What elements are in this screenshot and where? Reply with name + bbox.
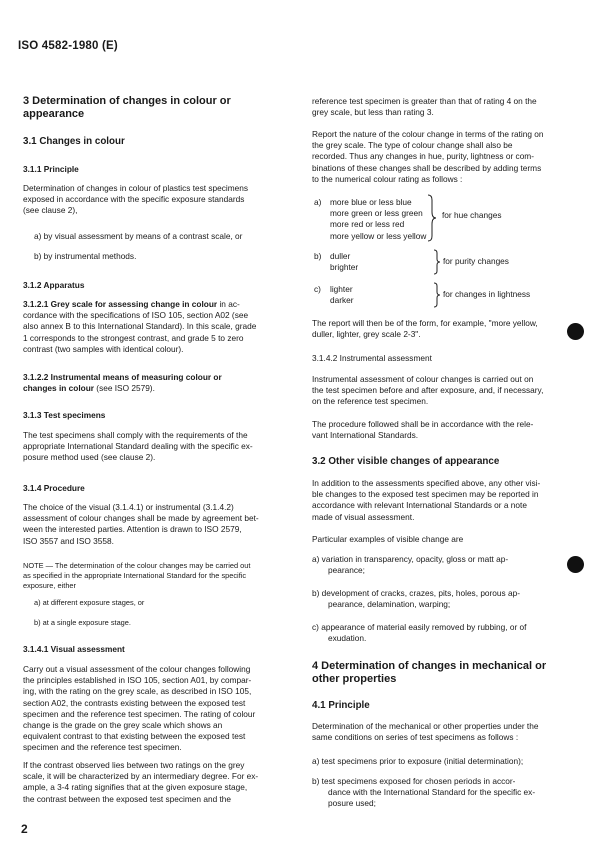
text-line: brighter xyxy=(330,262,359,273)
specimens-paragraph xyxy=(23,430,295,464)
text-line: binations of these changes shall be described by adding terms xyxy=(312,162,542,173)
procedure-followed-paragraph xyxy=(312,419,574,441)
section-3-1-4-heading: 3.1.4 Procedure xyxy=(23,483,85,493)
section-3-title-line2: appearance xyxy=(23,108,85,120)
text-line: b) development of cracks, crazes, pits, holes, porous ap- xyxy=(312,588,520,598)
section-3-2-heading: 3.2 Other visible changes of appearance xyxy=(312,456,500,467)
text-line: pearance, delamination, warping; xyxy=(328,599,451,610)
section-3-title-line1: 3 Determination of changes in colour or xyxy=(23,95,231,107)
text-line: (see clause 2), xyxy=(23,205,78,216)
text-line: section A02, the contrasts existing between the exposed test xyxy=(23,697,246,708)
text-line: dance with the International Standard for the specific ex- xyxy=(328,787,536,798)
text-line: appropriate International Standard dealing with the specific ex- xyxy=(23,441,253,452)
text-line: grey scale, but less than rating 3. xyxy=(312,107,434,118)
section-3-1-2-heading: 3.1.2 Apparatus xyxy=(23,280,85,290)
text-span: changes in colour xyxy=(23,383,94,394)
text-span: 3.1.4.1 Visual assessment xyxy=(23,644,125,654)
text-line: lighter xyxy=(330,284,353,294)
text-line: The choice of the visual (3.1.4.1) or instrumental (3.1.4.2) xyxy=(23,502,234,512)
principle-4-item-a: a) test specimens prior to exposure (initial determination); xyxy=(312,756,524,766)
examples-intro: Particular examples of visible change are xyxy=(312,534,464,544)
principle-item-b: b) by instrumental methods. xyxy=(34,251,137,261)
purity-terms xyxy=(330,251,358,273)
text-line: b) test specimens exposed for chosen periods in accor- xyxy=(312,776,516,786)
text-line: change is the grade on the grey scale which shows an xyxy=(23,720,223,731)
page-number: 2 xyxy=(21,822,28,836)
text-line: In addition to the assessments specified above, any other visi- xyxy=(312,478,541,488)
text-line: more yellow or less yellow xyxy=(330,230,427,241)
principle-paragraph xyxy=(23,183,293,217)
hue-brace-icon xyxy=(426,194,438,242)
note-item-a: a) at different exposure stages, or xyxy=(34,598,145,607)
principle-item-a: a) by visual assessment by means of a contrast scale, or xyxy=(34,231,243,241)
section-4-title-line2: other properties xyxy=(312,673,397,685)
text-line: more green or less green xyxy=(330,208,423,219)
text-line: ample, a 3-4 rating signifies that at the given exposure stage, xyxy=(23,782,248,793)
section-4-1-heading: 4.1 Principle xyxy=(312,700,370,711)
text-line: assessment of colour changes shall be made by agreement bet- xyxy=(23,513,259,524)
text-line: If the contrast observed lies between two ratings on the grey xyxy=(23,760,245,770)
purity-item-label: b) xyxy=(314,251,322,261)
text-line: Instrumental assessment of colour changes is carried out on xyxy=(312,374,534,384)
text-line: ing, with the rating on the grey scale, as described in ISO 105, xyxy=(23,686,252,697)
report-paragraph xyxy=(312,129,574,185)
hue-description: for hue changes xyxy=(442,210,502,220)
text-line: Carry out a visual assessment of the colour changes following xyxy=(23,664,251,674)
other-changes-paragraph xyxy=(312,478,574,523)
text-line: Determination of changes in colour of plastics test specimens xyxy=(23,183,249,193)
text-span: (see ISO 2579). xyxy=(94,383,155,394)
text-span: in ac- xyxy=(217,299,240,309)
lightness-description: for changes in lightness xyxy=(443,289,531,299)
note-paragraph xyxy=(23,561,295,591)
text-line: to the numerical colour rating as follows : xyxy=(312,173,463,184)
text-line: exposure, either xyxy=(23,581,76,590)
text-line: more blue or less blue xyxy=(330,197,412,207)
text-line: exudation. xyxy=(328,633,367,644)
section-3-1-3-heading: 3.1.3 Test specimens xyxy=(23,410,106,420)
text-line: as specified in the appropriate International Standard for the specific xyxy=(23,571,247,580)
text-line: duller, lighter, grey scale 2-3". xyxy=(312,329,421,340)
purity-brace-icon xyxy=(432,249,442,275)
text-line: The report will then be of the form, for example, "more yellow, xyxy=(312,318,538,328)
principle-4-paragraph xyxy=(312,721,574,743)
text-line: cordance with the specifications of ISO 105, section A02 (see xyxy=(23,310,249,321)
document-header: ISO 4582-1980 (E) xyxy=(18,40,118,52)
text-line: on the reference test specimen. xyxy=(312,396,429,407)
text-line: reference test specimen is greater than that of rating 4 on the xyxy=(312,96,537,106)
visual-assessment-paragraph xyxy=(23,664,295,754)
text-line: Report the nature of the colour change in terms of the rating on xyxy=(312,129,544,139)
text-line: the grey scale. The type of colour change shall also be xyxy=(312,140,513,151)
text-line: NOTE — The determination of the colour changes may be carried out xyxy=(23,561,251,570)
text-line: a) variation in transparency, opacity, gloss or matt ap- xyxy=(312,554,509,564)
text-line: the principles established in ISO 105, section A01, by compar- xyxy=(23,675,252,686)
text-line: pearance; xyxy=(328,565,365,576)
text-line: recorded. Thus any changes in hue, purity, lightness or com- xyxy=(312,151,534,162)
text-line: c) appearance of material easily removed by rubbing, or of xyxy=(312,622,527,632)
text-line: ble changes to the exposed test specimen may be reported in xyxy=(312,489,539,500)
text-line: 1 corresponds to the strongest contrast, and grade 5 to zero xyxy=(23,332,244,343)
instrumental-means-paragraph xyxy=(23,372,295,394)
text-line: scale, it will be characterized by an intermediary degree. For ex- xyxy=(23,771,259,782)
text-line: posure used; xyxy=(328,798,376,809)
section-4-title-line1: 4 Determination of changes in mechanical or xyxy=(312,660,547,672)
example-item-a xyxy=(312,554,574,576)
lightness-item-label: c) xyxy=(314,284,321,294)
example-item-c xyxy=(312,622,574,644)
text-line: specimen and the reference test specimen. xyxy=(23,742,182,753)
text-line: duller xyxy=(330,251,351,261)
text-line: contrast (two samples with identical colour). xyxy=(23,343,184,354)
text-line: Determination of the mechanical or other properties under the xyxy=(312,721,539,731)
purity-description: for purity changes xyxy=(443,256,509,266)
text-line: ween the interested parties. Attention is drawn to ISO 2579, xyxy=(23,524,242,535)
text-line: darker xyxy=(330,295,354,306)
text-line: more red or less red xyxy=(330,219,405,230)
margin-dot-icon xyxy=(567,323,584,340)
text-line: posure method used (see clause 2). xyxy=(23,452,156,463)
text-line: accordance with relevant International Standards or a note xyxy=(312,500,527,511)
hue-item-label: a) xyxy=(314,197,322,207)
text-line: made of visual assessment. xyxy=(312,511,415,522)
instrumental-paragraph xyxy=(312,374,574,408)
text-line: specimen and the reference test specimen. The rating of colour xyxy=(23,708,256,719)
grey-scale-title: 3.1.2.1 Grey scale for assessing change in colour xyxy=(23,299,218,309)
report-example-paragraph xyxy=(312,318,574,340)
text-line: the test specimen before and after exposure, and, if necessary, xyxy=(312,385,544,396)
principle-4-item-b xyxy=(312,776,574,810)
note-item-b: b) at a single exposure stage. xyxy=(34,618,131,627)
continued-paragraph xyxy=(312,96,574,118)
section-3-1-4-2-heading: 3.1.4.2 Instrumental assessment xyxy=(312,353,432,363)
text-line: also annex B to this International Standard). In this scale, grade xyxy=(23,321,257,332)
hue-terms xyxy=(330,197,426,242)
text-line: equivalent contrast to that existing between the exposed test xyxy=(23,731,246,742)
section-3-1-heading: 3.1 Changes in colour xyxy=(23,136,125,147)
lightness-brace-icon xyxy=(432,282,442,308)
text-line: same conditions on series of test specimens as follows : xyxy=(312,732,519,743)
text-line: ISO 3557 and ISO 3558. xyxy=(23,535,114,546)
text-line: The test specimens shall comply with the requirements of the xyxy=(23,430,248,440)
text-line: vant International Standards. xyxy=(312,430,419,441)
grey-scale-paragraph xyxy=(23,299,295,355)
margin-dot-icon xyxy=(567,556,584,573)
text-line: exposed in accordance with the specific exposure standards xyxy=(23,194,245,205)
section-3-1-1-heading: 3.1.1 Principle xyxy=(23,164,79,174)
lightness-terms xyxy=(330,284,354,306)
text-line: the contrast between the exposed test specimen and the xyxy=(23,793,232,804)
text-line: The procedure followed shall be in accordance with the rele- xyxy=(312,419,534,429)
contrast-paragraph xyxy=(23,760,295,805)
example-item-b xyxy=(312,588,574,610)
procedure-paragraph xyxy=(23,502,295,547)
section-3-1-4-1-heading xyxy=(23,644,125,655)
text-line: 3.1.2.2 Instrumental means of measuring colour or xyxy=(23,372,222,382)
